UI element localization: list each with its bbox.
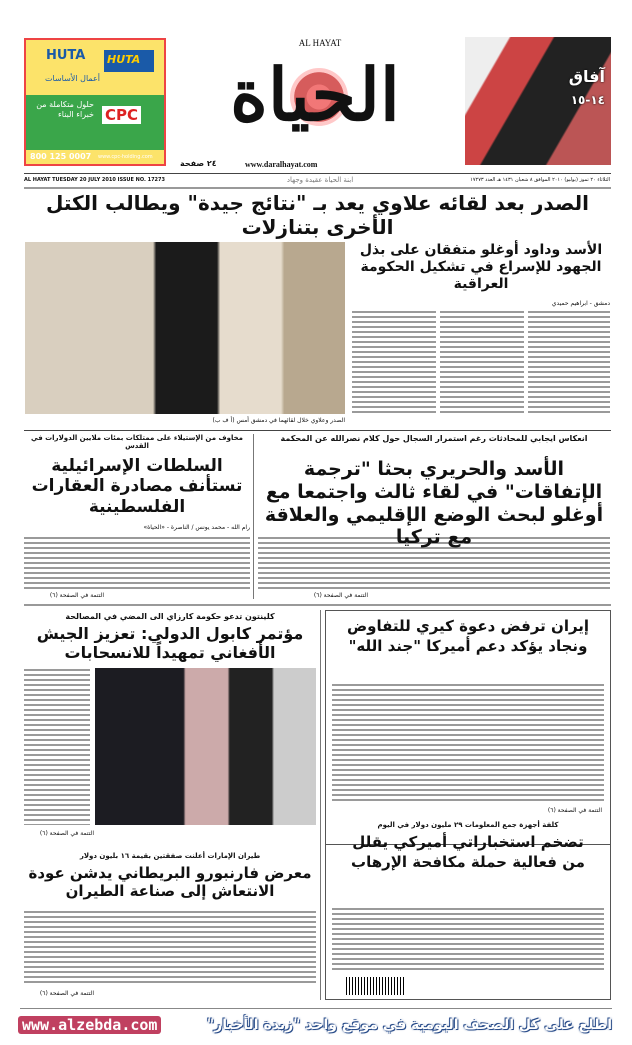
footer-site-link[interactable]: www.alzebda.com <box>18 1016 161 1034</box>
syria-continued[interactable]: التتمة في الصفحة (٦) <box>313 592 368 599</box>
farnborough-kicker: طيران الإمارات أعلنت صفقتين بقيمة ١٦ بليون دولار <box>79 852 261 860</box>
lead-headline[interactable]: الصدر بعد لقائه علاوي يعد بـ "نتائج جيدة" ويطالب الكتل الأخرى بتنازلات <box>45 191 590 239</box>
lead-caption: الصدر وعلاوي خلال لقائهما في دمشق أمس (أ ف ب) <box>212 417 345 424</box>
lead-byline: دمشق - ابراهيم حميدي <box>551 300 610 307</box>
ad-brand: HUTA <box>46 48 86 63</box>
afaq-photo[interactable] <box>465 37 611 165</box>
logo-en: AL HAYAT <box>298 38 342 48</box>
iran-continued[interactable]: التتمة في الصفحة (٦) <box>547 807 602 814</box>
syria-kicker: انعكاس ايجابي للمحادثات رغم استمرار السجال حول كلام نصرالله عن المحكمة <box>280 434 588 443</box>
afaq-label: آفاق <box>568 67 605 86</box>
page-count: ٢٤ صفحة <box>180 159 217 168</box>
jerusalem-byline: رام الله - محمد يونس / الناصرة - «الحياة» <box>143 524 250 531</box>
footer-promo[interactable]: اطلع على كل الصحف اليومية في موقع واحد "زبدة الأخبار" <box>206 1017 612 1033</box>
farnborough-headline[interactable]: معرض فارنبورو البريطاني يدشن عودة الانتعاش إلى صناعة الطيران <box>28 864 312 900</box>
ad-brand-logo: HUTA <box>104 50 154 72</box>
iran-headline[interactable]: إيران ترفض دعوة كيري للتفاوض ونجاد يؤكد دعم أميركا "جند الله" <box>346 617 590 655</box>
farnborough-continued[interactable]: التتمة في الصفحة (٦) <box>39 990 94 997</box>
jerusalem-kicker: مخاوف من الإستيلاء على ممتلكات بمئات ملايين الدولارات في القدس <box>31 434 243 451</box>
dateline-ar: الثلاثاء ٢٠ تموز (يوليو) ٢٠١٠ الموافق ٨ شعبان ١٤٣١ هـ العدد ١٧٢٧٣ <box>470 177 610 183</box>
jerusalem-continued[interactable]: التتمة في الصفحة (٦) <box>49 592 104 599</box>
intel-headline[interactable]: تضخم استخباراتي أميركي يقلل من فعالية حملة مكافحة الإرهاب <box>351 833 585 871</box>
syria-headline[interactable]: الأسد والحريري بحثا "ترجمة الإتفاقات" في لقاء ثالث واجتمعا مع أوغلو لبحث الوضع الإقليمي والعلاقة مع تركيا <box>264 458 604 549</box>
dateline-en: AL HAYAT TUESDAY 20 JULY 2010 ISSUE NO. 17273 <box>24 177 165 183</box>
ad-phone: 800 125 0007 <box>30 152 92 161</box>
ad-site: www.cpc-holding.com <box>98 154 153 160</box>
kabul-headline[interactable]: مؤتمر كابول الدولي: تعزيز الجيش الأفغاني تمهيداً للانسحابات <box>36 624 304 663</box>
iran-story <box>325 610 611 871</box>
website[interactable]: www.daralhayat.com <box>245 160 318 169</box>
lead-photo[interactable] <box>25 242 345 414</box>
ad-huta-cpc[interactable] <box>24 38 166 166</box>
intel-kicker: كلفة أجهزة جمع المعلومات ٢٩ مليون دولار في اليوم <box>377 821 559 829</box>
ad-cpc: CPC <box>102 106 141 124</box>
ad-brand-ar: أعمال الأساسات <box>44 74 100 83</box>
dateline-slogan: ابنة الحياة عقيدة وجهاد <box>286 176 354 184</box>
jerusalem-headline[interactable]: السلطات الإسرائيلية تستأنف مصادرة العقارات الفلسطينية <box>31 456 243 517</box>
barcode <box>346 977 406 995</box>
afaq-pages: ١٤-١٥ <box>570 93 605 107</box>
kabul-photo[interactable] <box>95 668 316 825</box>
masthead-logo[interactable]: الحياة <box>230 52 400 137</box>
lead-subhead[interactable]: الأسد وداود أوغلو متفقان على بذل الجهود للإسراع في تشكيل الحكومة العراقية <box>359 242 603 292</box>
ad-slogan: حلول متكاملة من خبراء البناء <box>36 100 94 119</box>
kabul-continued[interactable]: التتمة في الصفحة (٦) <box>39 830 94 837</box>
kabul-kicker: كلينتون تدعو حكومة كارزاي الى المضي في المصالحة <box>65 612 275 621</box>
